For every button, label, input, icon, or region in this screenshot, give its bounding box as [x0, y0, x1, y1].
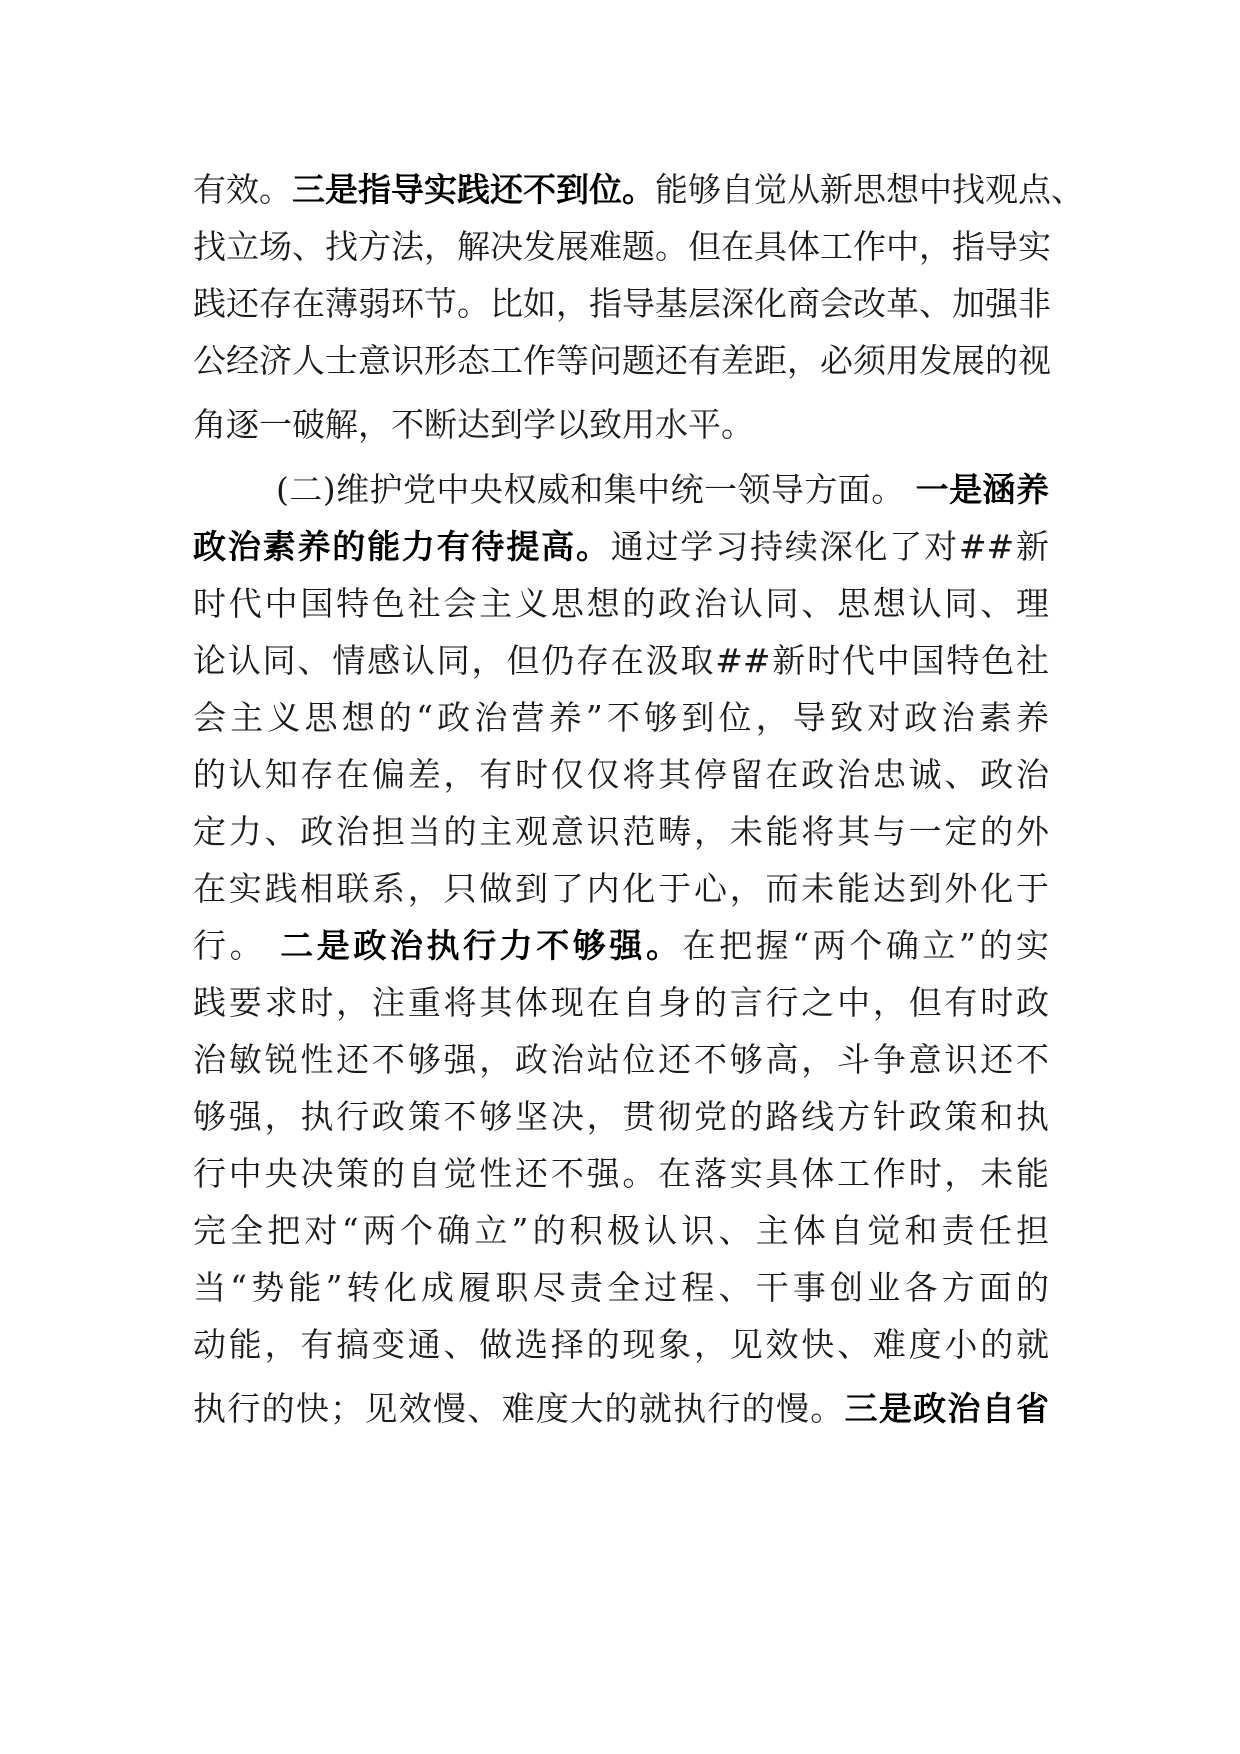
- bold-heading-run: 三是指导实践还不到位。: [292, 170, 655, 209]
- text-line-16: [193, 1037, 1049, 1083]
- text-run: 行。: [193, 926, 281, 965]
- text-line-8: [193, 581, 1049, 627]
- text-run: 论认同、情感认同，但仍存在汲取##新时代中国特色社: [193, 641, 1049, 680]
- text-run: 践还存在薄弱环节。比如，指导基层深化商会改革、加强非: [193, 284, 1051, 323]
- text-run: 的认知存在偏差，有时仅仅将其停留在政治忠诚、政治: [193, 755, 1049, 794]
- text-run: 会主义思想的“政治营养”不够到位，导致对政治素养: [193, 698, 1049, 737]
- text-run: 在把握“两个确立”的实: [682, 926, 1050, 965]
- text-line-2: [193, 224, 1049, 270]
- text-line-12: [193, 809, 1049, 855]
- text-run: 通过学习持续深化了对##新: [610, 527, 1049, 566]
- text-run: 定力、政治担当的主观意识范畴，未能将其与一定的外: [193, 812, 1049, 851]
- text-line-9: [193, 638, 1049, 684]
- text-run: 能够自觉从新思想中找观点、: [655, 170, 1084, 209]
- text-run: 执行的快；见效慢、难度大的就执行的慢。: [193, 1389, 845, 1428]
- text-run: 找立场、找方法，解决发展难题。但在具体工作中，指导实: [193, 227, 1051, 266]
- bold-heading-run: 三是政治自省: [844, 1389, 1050, 1428]
- text-line-7: [193, 524, 1049, 570]
- text-line-11: [193, 752, 1049, 798]
- text-line-22: [193, 1386, 1049, 1432]
- text-line-3: [193, 281, 1049, 327]
- text-line-6: [276, 467, 1049, 513]
- bold-heading-run: 一是涵养: [915, 470, 1050, 509]
- section-heading: (二)维护党中央权威和集中统一领导方面。: [276, 470, 916, 509]
- text-line-14: [193, 923, 1049, 969]
- text-line-1: [193, 167, 1084, 213]
- text-line-5: [193, 402, 1049, 448]
- text-run: 有效。: [193, 170, 292, 209]
- text-run: 践要求时，注重将其体现在自身的言行之中，但有时政: [193, 983, 1049, 1022]
- text-line-18: [193, 1151, 1049, 1197]
- text-run: 行中央决策的自觉性还不强。在落实具体工作时，未能: [193, 1154, 1049, 1193]
- text-run: 动能，有搞变通、做选择的现象，见效快、难度小的就: [193, 1325, 1049, 1364]
- text-run: 角逐一破解，不断达到学以致用水平。: [193, 405, 754, 444]
- text-line-4: [193, 338, 1049, 384]
- text-run: 时代中国特色社会主义思想的政治认同、思想认同、理: [193, 584, 1049, 623]
- text-run: 在实践相联系，只做到了内化于心，而未能达到外化于: [193, 869, 1049, 908]
- text-line-20: [193, 1265, 1049, 1311]
- text-run: 够强，执行政策不够坚决，贯彻党的路线方针政策和执: [193, 1097, 1049, 1136]
- text-line-17: [193, 1094, 1049, 1140]
- text-line-15: [193, 980, 1049, 1026]
- text-line-10: [193, 695, 1049, 741]
- bold-heading-run: 政治素养的能力有待提高。: [193, 527, 611, 566]
- bold-heading-run: 二是政治执行力不够强。: [280, 926, 683, 965]
- text-line-19: [193, 1208, 1049, 1254]
- text-run: 完全把对“两个确立”的积极认识、主体自觉和责任担: [193, 1211, 1049, 1250]
- text-line-13: [193, 866, 1049, 912]
- text-run: 公经济人士意识形态工作等问题还有差距，必须用发展的视: [193, 341, 1051, 380]
- text-run: 治敏锐性还不够强，政治站位还不够高，斗争意识还不: [193, 1040, 1049, 1079]
- text-run: 当“势能”转化成履职尽责全过程、干事创业各方面的: [193, 1268, 1049, 1307]
- text-line-21: [193, 1322, 1049, 1368]
